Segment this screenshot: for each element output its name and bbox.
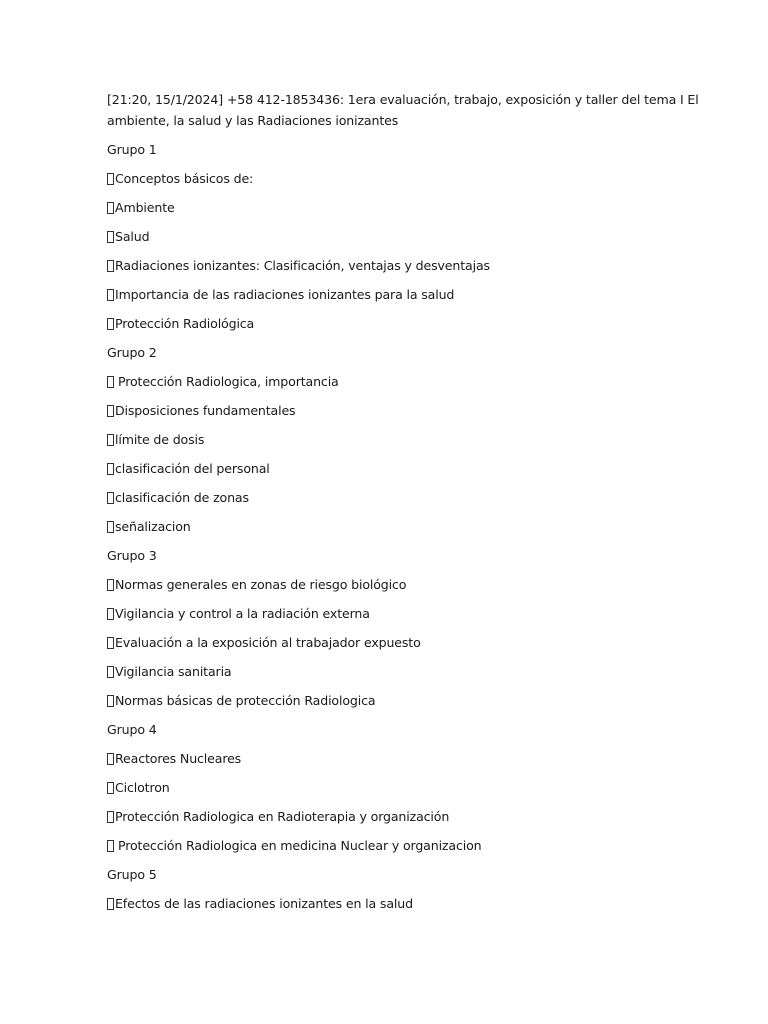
list-item: Normas generales en zonas de riesgo biológico <box>107 575 667 604</box>
missing-glyph-bullet-icon <box>107 202 114 214</box>
group-title: Grupo 1 <box>107 142 157 157</box>
missing-glyph-bullet-icon <box>107 840 114 852</box>
list-item: Ambiente <box>107 198 667 227</box>
list-item: Vigilancia sanitaria <box>107 662 667 691</box>
document-content <box>107 90 699 923</box>
missing-glyph-bullet-icon <box>107 231 114 243</box>
missing-glyph-bullet-icon <box>107 666 114 678</box>
missing-glyph-bullet-icon <box>107 898 114 910</box>
missing-glyph-bullet-icon <box>107 492 114 504</box>
group-title: Grupo 5 <box>107 867 157 882</box>
list-item: Efectos de las radiaciones ionizantes en la salud <box>107 894 667 923</box>
list-item: Protección Radiológica <box>107 314 667 343</box>
message-header <box>107 90 699 131</box>
missing-glyph-bullet-icon <box>107 405 114 417</box>
missing-glyph-bullet-icon <box>107 637 114 649</box>
list-item: Protección Radiologica en Radioterapia y organización <box>107 807 667 836</box>
missing-glyph-bullet-icon <box>107 434 114 446</box>
missing-glyph-bullet-icon <box>107 695 114 707</box>
message-header-line-2: ambiente, la salud y las Radiaciones ionizantes <box>107 112 399 128</box>
list-item: señalizacion <box>107 517 667 546</box>
message-header-line-1: [21:20, 15/1/2024] +58 412-1853436: 1era evaluación, trabajo, exposición y taller del tema I El <box>107 92 699 107</box>
list-item: Salud <box>107 227 667 256</box>
missing-glyph-bullet-icon <box>107 753 114 765</box>
list-item: Reactores Nucleares <box>107 749 667 778</box>
list-item: Evaluación a la exposición al trabajador expuesto <box>107 633 667 662</box>
missing-glyph-bullet-icon <box>107 782 114 794</box>
list-item: Protección Radiologica en medicina Nuclear y organizacion <box>107 836 667 865</box>
missing-glyph-bullet-icon <box>107 289 114 301</box>
list-item: clasificación del personal <box>107 459 667 488</box>
list-item: Importancia de las radiaciones ionizantes para la salud <box>107 285 667 314</box>
missing-glyph-bullet-icon <box>107 463 114 475</box>
list-item: Protección Radiologica, importancia <box>107 372 667 401</box>
group-title: Grupo 4 <box>107 722 157 737</box>
missing-glyph-bullet-icon <box>107 173 114 185</box>
list-item: Conceptos básicos de: <box>107 169 667 198</box>
list-item: clasificación de zonas <box>107 488 667 517</box>
missing-glyph-bullet-icon <box>107 318 114 330</box>
missing-glyph-bullet-icon <box>107 811 114 823</box>
list-item: Disposiciones fundamentales <box>107 401 667 430</box>
list-item: Vigilancia y control a la radiación externa <box>107 604 667 633</box>
missing-glyph-bullet-icon <box>107 521 114 533</box>
group-title: Grupo 2 <box>107 345 157 360</box>
list-item: Ciclotron <box>107 778 667 807</box>
missing-glyph-bullet-icon <box>107 608 114 620</box>
group-title: Grupo 3 <box>107 548 157 563</box>
missing-glyph-bullet-icon <box>107 260 114 272</box>
missing-glyph-bullet-icon <box>107 376 114 388</box>
list-item: Normas básicas de protección Radiologica <box>107 691 667 720</box>
missing-glyph-bullet-icon <box>107 579 114 591</box>
list-item: Radiaciones ionizantes: Clasificación, ventajas y desventajas <box>107 256 667 285</box>
list-item: límite de dosis <box>107 430 667 459</box>
